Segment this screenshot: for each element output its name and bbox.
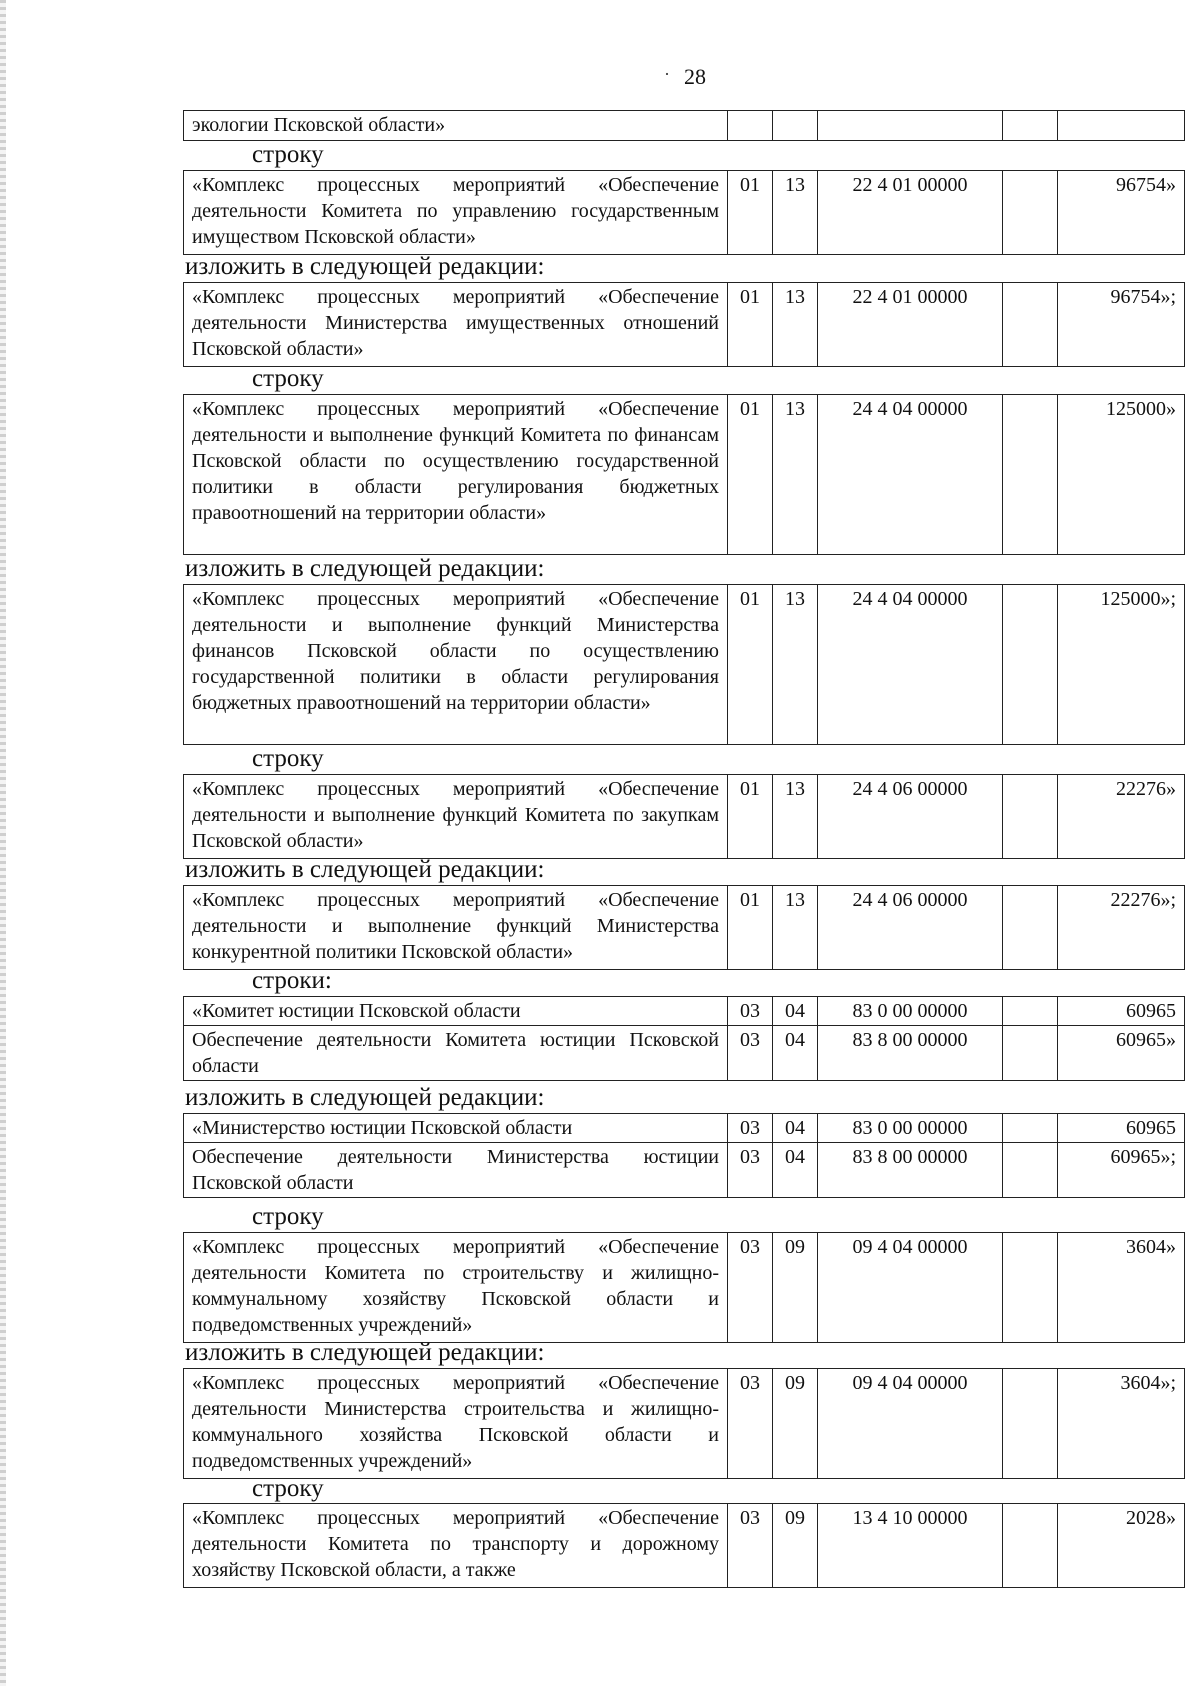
section-cell: 03 bbox=[728, 1369, 773, 1479]
subsection-cell: 09 bbox=[773, 1369, 818, 1479]
expense-type-cell bbox=[1003, 1114, 1058, 1143]
table-row bbox=[184, 171, 1185, 255]
expense-type-cell bbox=[1003, 395, 1058, 555]
row-name-cell: «Комплекс процессных мероприятий «Обеспечение деятельности и выполнение функций Комитета по закупкам Псковской области» bbox=[184, 775, 728, 859]
section-cell: 03 bbox=[728, 1504, 773, 1588]
target-article-cell bbox=[818, 111, 1003, 141]
amount-cell: 22276» bbox=[1058, 775, 1185, 859]
subsection-cell: 04 bbox=[773, 1026, 818, 1081]
budget-table bbox=[183, 584, 1185, 745]
table-row bbox=[184, 775, 1185, 859]
amount-cell: 22276»; bbox=[1058, 886, 1185, 970]
expense-type-cell bbox=[1003, 171, 1058, 255]
expense-type-cell bbox=[1003, 1026, 1058, 1081]
section-cell: 01 bbox=[728, 886, 773, 970]
section-cell: 03 bbox=[728, 1143, 773, 1198]
target-article-cell: 09 4 04 00000 bbox=[818, 1369, 1003, 1479]
row-name-cell: «Комитет юстиции Псковской области bbox=[184, 997, 728, 1026]
amount-cell: 96754»; bbox=[1058, 283, 1185, 367]
budget-table bbox=[183, 996, 1185, 1081]
row-name-cell: «Комплекс процессных мероприятий «Обеспечение деятельности Министерства строительства и жилищно-коммунального хозяйства Псковской области и подведомственных учреждений» bbox=[184, 1369, 728, 1479]
budget-table bbox=[183, 1113, 1185, 1198]
table-row bbox=[184, 395, 1185, 555]
budget-table bbox=[183, 774, 1185, 859]
amount-cell: 60965»; bbox=[1058, 1143, 1185, 1198]
expense-type-cell bbox=[1003, 1233, 1058, 1343]
amount-cell: 2028» bbox=[1058, 1504, 1185, 1588]
section-cell bbox=[728, 111, 773, 141]
expense-type-cell bbox=[1003, 1504, 1058, 1588]
target-article-cell: 09 4 04 00000 bbox=[818, 1233, 1003, 1343]
section-cell: 01 bbox=[728, 585, 773, 745]
budget-table bbox=[183, 110, 1185, 141]
amendment-instruction: изложить в следующей редакции: bbox=[185, 555, 545, 582]
expense-type-cell bbox=[1003, 283, 1058, 367]
amendment-instruction: изложить в следующей редакции: bbox=[185, 1084, 545, 1111]
amount-cell: 3604» bbox=[1058, 1233, 1185, 1343]
row-name-cell: «Комплекс процессных мероприятий «Обеспечение деятельности и выполнение функций Министерства финансов Псковской области по осуществлению государственной политики в области регулирования бюджетных правоотношений на территории области» bbox=[184, 585, 728, 745]
row-name-cell: «Комплекс процессных мероприятий «Обеспечение деятельности Комитета по управлению государственным имуществом Псковской области» bbox=[184, 171, 728, 255]
target-article-cell: 13 4 10 00000 bbox=[818, 1504, 1003, 1588]
section-cell: 01 bbox=[728, 395, 773, 555]
table-row bbox=[184, 111, 1185, 141]
target-article-cell: 83 0 00 00000 bbox=[818, 997, 1003, 1026]
subsection-cell: 13 bbox=[773, 775, 818, 859]
amendment-instruction: строку bbox=[252, 1203, 324, 1230]
subsection-cell: 13 bbox=[773, 395, 818, 555]
expense-type-cell bbox=[1003, 585, 1058, 745]
amendment-instruction: изложить в следующей редакции: bbox=[185, 856, 545, 883]
budget-table bbox=[183, 170, 1185, 255]
expense-type-cell bbox=[1003, 775, 1058, 859]
section-cell: 03 bbox=[728, 1026, 773, 1081]
section-cell: 01 bbox=[728, 283, 773, 367]
section-cell: 03 bbox=[728, 997, 773, 1026]
target-article-cell: 22 4 01 00000 bbox=[818, 283, 1003, 367]
table-row bbox=[184, 585, 1185, 745]
subsection-cell: 04 bbox=[773, 1114, 818, 1143]
row-name-cell: «Комплекс процессных мероприятий «Обеспечение деятельности Министерства имущественных отношений Псковской области» bbox=[184, 283, 728, 367]
target-article-cell: 24 4 04 00000 bbox=[818, 395, 1003, 555]
expense-type-cell bbox=[1003, 1369, 1058, 1479]
target-article-cell: 83 8 00 00000 bbox=[818, 1143, 1003, 1198]
table-row bbox=[184, 1233, 1185, 1343]
table-row bbox=[184, 1504, 1185, 1588]
target-article-cell: 24 4 04 00000 bbox=[818, 585, 1003, 745]
table-row bbox=[184, 1114, 1185, 1143]
section-cell: 01 bbox=[728, 775, 773, 859]
budget-table bbox=[183, 1503, 1185, 1588]
budget-table bbox=[183, 1232, 1185, 1343]
row-name-cell: «Министерство юстиции Псковской области bbox=[184, 1114, 728, 1143]
section-cell: 03 bbox=[728, 1233, 773, 1343]
amount-cell: 60965 bbox=[1058, 1114, 1185, 1143]
amount-cell: 60965» bbox=[1058, 1026, 1185, 1081]
table-row bbox=[184, 283, 1185, 367]
subsection-cell: 13 bbox=[773, 585, 818, 745]
amendment-instruction: строку bbox=[252, 1475, 324, 1502]
budget-table bbox=[183, 1368, 1185, 1479]
subsection-cell: 04 bbox=[773, 997, 818, 1026]
row-name-cell: «Комплекс процессных мероприятий «Обеспечение деятельности и выполнение функций Комитета по финансам Псковской области по осуществлению государственной политики в области регулирования бюджетных правоотношений на территории области» bbox=[184, 395, 728, 555]
subsection-cell: 13 bbox=[773, 886, 818, 970]
amount-cell bbox=[1058, 111, 1185, 141]
amendment-instruction: строку bbox=[252, 141, 324, 168]
scan-edge bbox=[0, 0, 6, 1686]
row-name-cell: «Комплекс процессных мероприятий «Обеспечение деятельности и выполнение функций Министерства конкурентной политики Псковской области» bbox=[184, 886, 728, 970]
expense-type-cell bbox=[1003, 111, 1058, 141]
target-article-cell: 24 4 06 00000 bbox=[818, 886, 1003, 970]
row-name-cell: «Комплекс процессных мероприятий «Обеспечение деятельности Комитета по транспорту и дорожному хозяйству Псковской области, а также bbox=[184, 1504, 728, 1588]
subsection-cell: 09 bbox=[773, 1504, 818, 1588]
page-mark: · bbox=[664, 64, 670, 84]
amount-cell: 60965 bbox=[1058, 997, 1185, 1026]
table-row bbox=[184, 1026, 1185, 1081]
target-article-cell: 22 4 01 00000 bbox=[818, 171, 1003, 255]
amendment-instruction: изложить в следующей редакции: bbox=[185, 1339, 545, 1366]
budget-table bbox=[183, 394, 1185, 555]
page-number: 28 bbox=[684, 64, 706, 89]
table-row bbox=[184, 997, 1185, 1026]
subsection-cell: 04 bbox=[773, 1143, 818, 1198]
budget-table bbox=[183, 282, 1185, 367]
subsection-cell: 13 bbox=[773, 283, 818, 367]
amount-cell: 125000»; bbox=[1058, 585, 1185, 745]
table-row bbox=[184, 1369, 1185, 1479]
subsection-cell: 09 bbox=[773, 1233, 818, 1343]
table-row bbox=[184, 1143, 1185, 1198]
amendment-instruction: изложить в следующей редакции: bbox=[185, 253, 545, 280]
target-article-cell: 24 4 06 00000 bbox=[818, 775, 1003, 859]
expense-type-cell bbox=[1003, 997, 1058, 1026]
budget-table bbox=[183, 885, 1185, 970]
section-cell: 03 bbox=[728, 1114, 773, 1143]
target-article-cell: 83 0 00 00000 bbox=[818, 1114, 1003, 1143]
subsection-cell bbox=[773, 111, 818, 141]
amount-cell: 3604»; bbox=[1058, 1369, 1185, 1479]
row-name-cell: «Комплекс процессных мероприятий «Обеспечение деятельности Комитета по строительству и жилищно-коммунальному хозяйству Псковской области и подведомственных учреждений» bbox=[184, 1233, 728, 1343]
row-name-cell: Обеспечение деятельности Комитета юстиции Псковской области bbox=[184, 1026, 728, 1081]
amendment-instruction: строку bbox=[252, 745, 324, 772]
section-cell: 01 bbox=[728, 171, 773, 255]
expense-type-cell bbox=[1003, 1143, 1058, 1198]
expense-type-cell bbox=[1003, 886, 1058, 970]
amendment-instruction: строки: bbox=[252, 967, 332, 994]
row-name-cell: Обеспечение деятельности Министерства юстиции Псковской области bbox=[184, 1143, 728, 1198]
row-name-cell: экологии Псковской области» bbox=[184, 111, 728, 141]
subsection-cell: 13 bbox=[773, 171, 818, 255]
target-article-cell: 83 8 00 00000 bbox=[818, 1026, 1003, 1081]
amendment-instruction: строку bbox=[252, 365, 324, 392]
amount-cell: 96754» bbox=[1058, 171, 1185, 255]
table-row bbox=[184, 886, 1185, 970]
amount-cell: 125000» bbox=[1058, 395, 1185, 555]
